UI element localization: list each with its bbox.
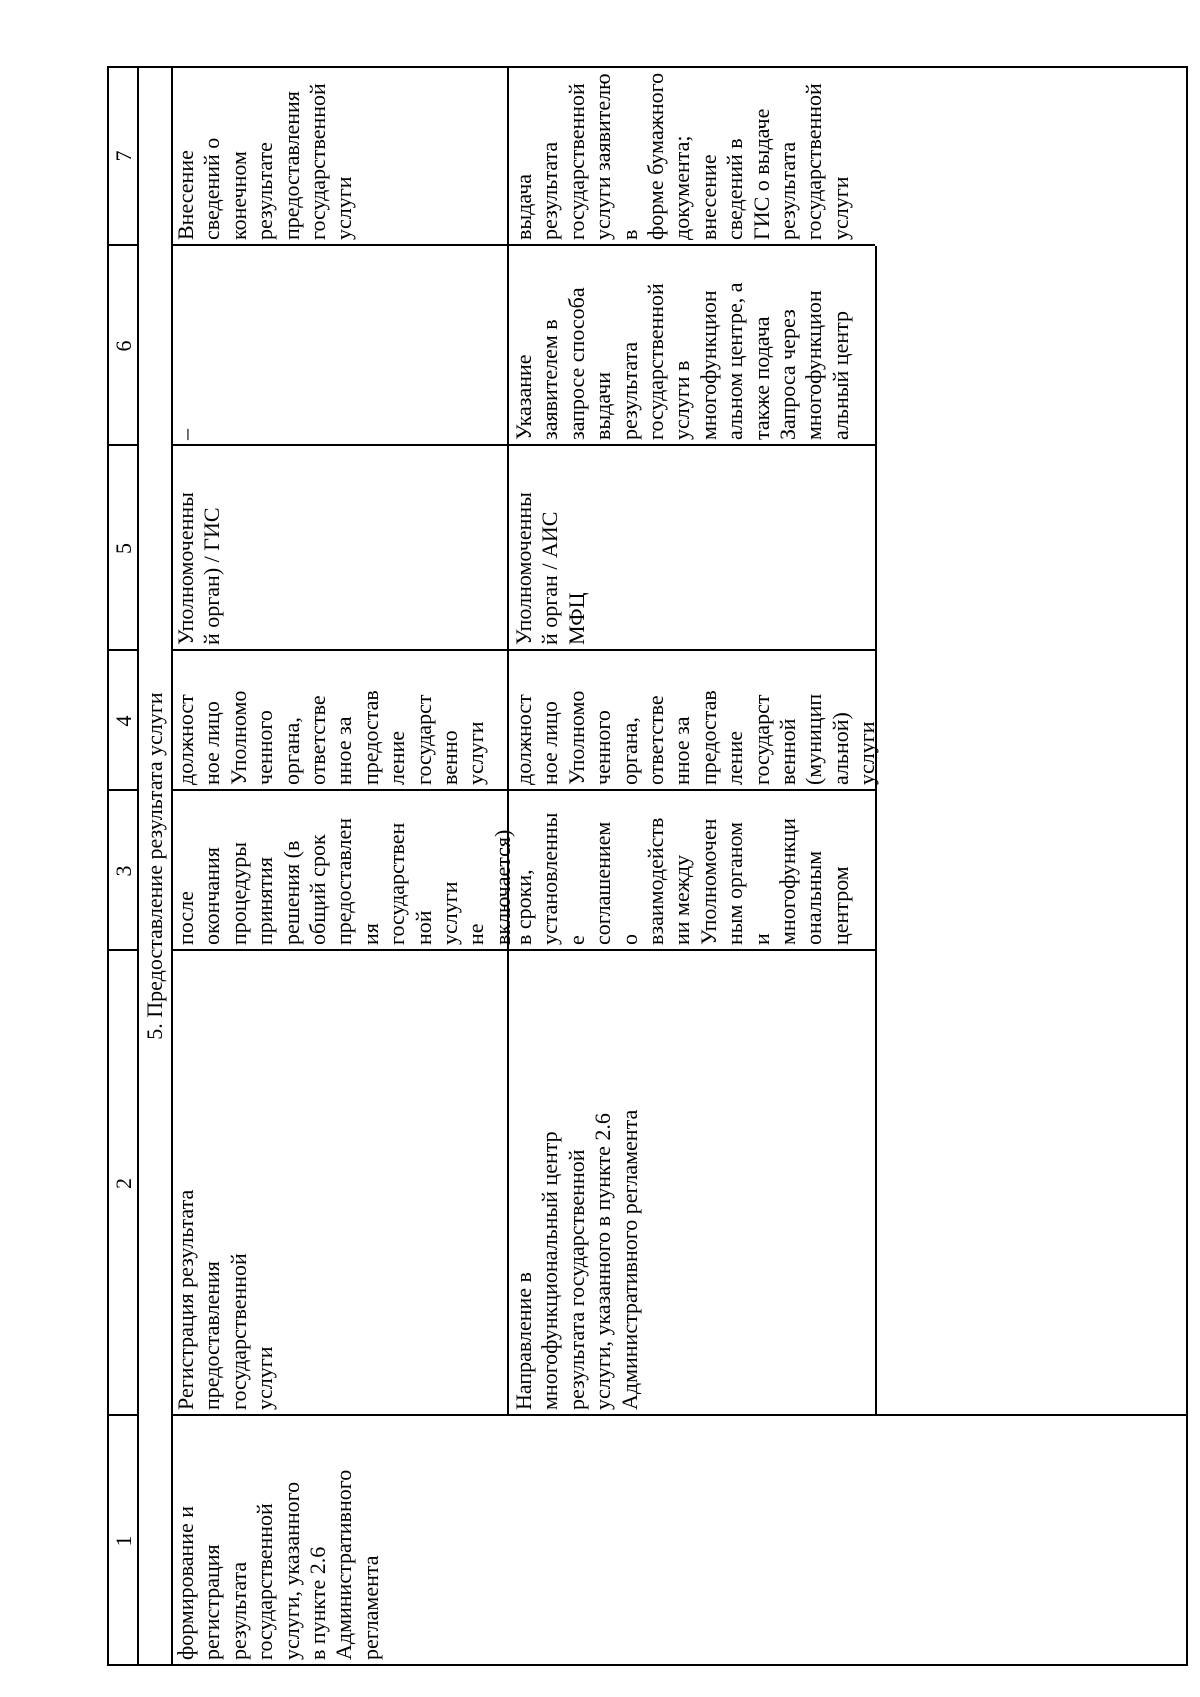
process-description: формирование и регистрация результата государственной услуги, указанного в пункте 2.6 Административного регламента <box>173 1469 383 1660</box>
row2-criteria: Указание заявителем в запросе способа выдачи результата государственной услуги в многофункцион альном центре, а также подача Запроса через многофункцион альный центр <box>511 282 853 440</box>
header-col-5: 5 <box>111 543 136 554</box>
row1-result: Внесение сведений о конечном результате предоставления государственной услуги <box>173 83 357 240</box>
row1-system: Уполномоченны й орган) / ГИС <box>173 492 225 645</box>
header-col-2: 2 <box>111 1178 136 1189</box>
header-col-7: 7 <box>111 150 136 162</box>
row1-timing: после окончания процедуры принятия решения (в общий срок предоставлен ия государствен ной услуги не включается) <box>173 817 515 945</box>
header-col-6: 6 <box>111 340 136 352</box>
row1-responsible: должност ное лицо Уполномо ченного органа, ответстве нное за предостав ление государст венно услуги <box>173 690 489 785</box>
row1-criteria: – <box>173 429 198 440</box>
header-col-4: 4 <box>111 715 136 727</box>
row2-result: выдача результата государственной услуги заявителю в форме бумажного документа; внесение сведений в ГИС о выдаче результата государственной услуги <box>511 72 853 240</box>
header-col-1: 1 <box>111 1535 136 1547</box>
row2-responsible: должност ное лицо Уполномо ченного органа, ответстве нное за предостав ление государст венной (муницип альной) услуги <box>511 690 880 785</box>
header-col-3: 3 <box>111 865 136 877</box>
col-bottom-line <box>875 246 877 1416</box>
row2-timing: в сроки, установленны е соглашением о взаимодейств ии между Уполномочен ным органом и многофункци ональным центром <box>511 812 853 945</box>
section-title: 5. Предоставление результата услуги <box>142 692 167 1040</box>
row2-system: Уполномоченны й орган / АИС МФЦ <box>511 492 589 645</box>
row1-action: Регистрация результата предоставления государственной услуги <box>173 1189 278 1410</box>
row2-action: Направление в многофункциональный центр результата государственной услуги, указанного в пункте 2.6 Административного регламента <box>511 1109 642 1410</box>
rotated-table <box>107 66 1187 1666</box>
